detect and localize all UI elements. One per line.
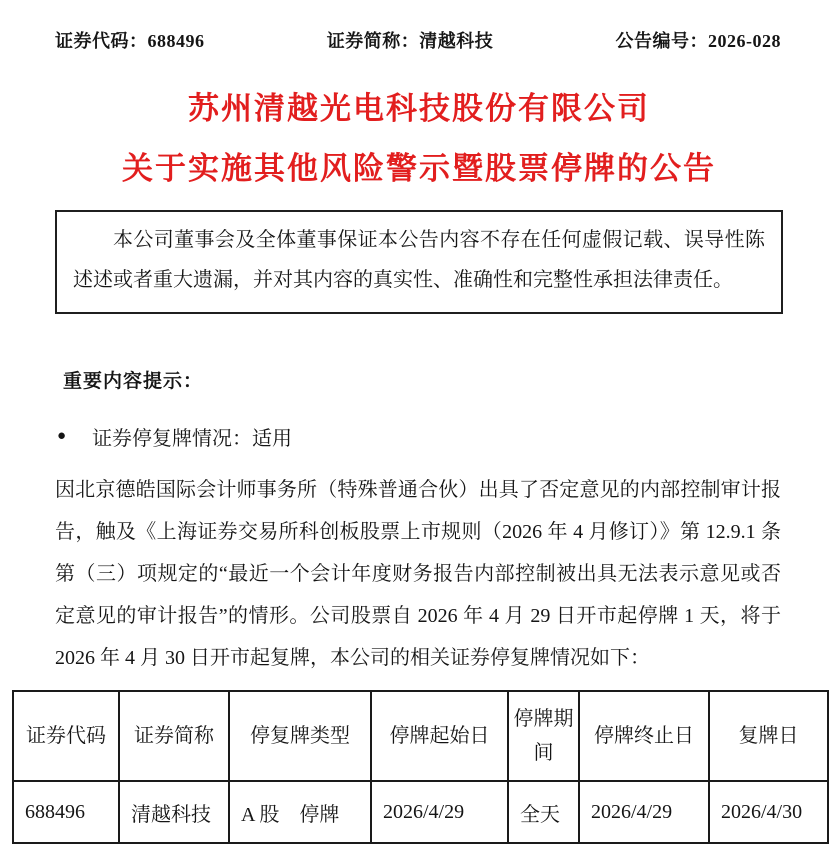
- stock-name-value: 清越科技: [419, 31, 494, 51]
- cell-stock-name: 清越科技: [119, 781, 229, 843]
- stock-code: [55, 27, 205, 53]
- header-cell-period: 停牌期间: [508, 691, 579, 781]
- table-header-row: [13, 691, 828, 781]
- announcement-title: 关于实施其他风险警示暨股票停牌的公告: [122, 151, 716, 186]
- suspension-status-item: [57, 422, 781, 451]
- stock-code-value: 688496: [147, 31, 205, 51]
- cell-stock-code: 688496: [13, 781, 119, 843]
- suspension-table: [12, 690, 829, 844]
- board-statement-box: [55, 210, 783, 314]
- announcement-page: [0, 27, 838, 826]
- cell-end-date: 2026/4/29: [579, 781, 709, 843]
- announcement-number: [616, 27, 782, 53]
- important-notice-heading: 重要内容提示：: [63, 371, 204, 392]
- announcement-number-value: 2026-028: [708, 31, 781, 51]
- cell-resume-date: 2026/4/30: [709, 781, 828, 843]
- cell-start-date: 2026/4/29: [371, 781, 508, 843]
- company-name-title: 苏州清越光电科技股份有限公司: [188, 91, 650, 126]
- stock-name: [327, 27, 494, 53]
- header-cell-stock-code: 证券代码: [13, 691, 119, 781]
- suspension-status-text: 证券停复牌情况：适用: [92, 428, 293, 450]
- document-meta-row: [55, 27, 781, 53]
- bullet-icon: ●: [57, 428, 67, 444]
- header-cell-start-date: 停牌起始日: [371, 691, 508, 781]
- title-block: [0, 83, 838, 188]
- cell-period: 全天: [508, 781, 579, 843]
- table-row: [13, 781, 828, 843]
- header-cell-stock-name: 证券简称: [119, 691, 229, 781]
- cell-suspension-type: A 股 停牌: [229, 781, 371, 843]
- announcement-number-label: 公告编号：: [615, 31, 708, 51]
- body-paragraph: 因北京德皓国际会计师事务所（特殊普通合伙）出具了否定意见的内部控制审计报告，触及《上海证券交易所科创板股票上市规则（2026 年 4 月修订）》第 12.9.1 条第（三）项规定的“最近一个会计年度财务报告内部控制被出具无法表示意见或否定意见的审计报告”的情形。公司股票自 2026 年 4 月 29 日开市起停牌 1 天，将于 2026 年 4 月 30 日开市起复牌，本公司的相关证券停复牌情况如下：: [55, 479, 781, 669]
- header-cell-end-date: 停牌终止日: [579, 691, 709, 781]
- header-cell-resume-date: 复牌日: [709, 691, 828, 781]
- board-statement-text: 本公司董事会及全体董事保证本公告内容不存在任何虚假记载、误导性陈述述或者重大遗漏，并对其内容的真实性、准确性和完整性承担法律责任。: [73, 229, 765, 291]
- stock-code-label: 证券代码：: [55, 31, 148, 51]
- header-cell-suspension-type: 停复牌类型: [229, 691, 371, 781]
- stock-name-label: 证券简称：: [326, 31, 420, 51]
